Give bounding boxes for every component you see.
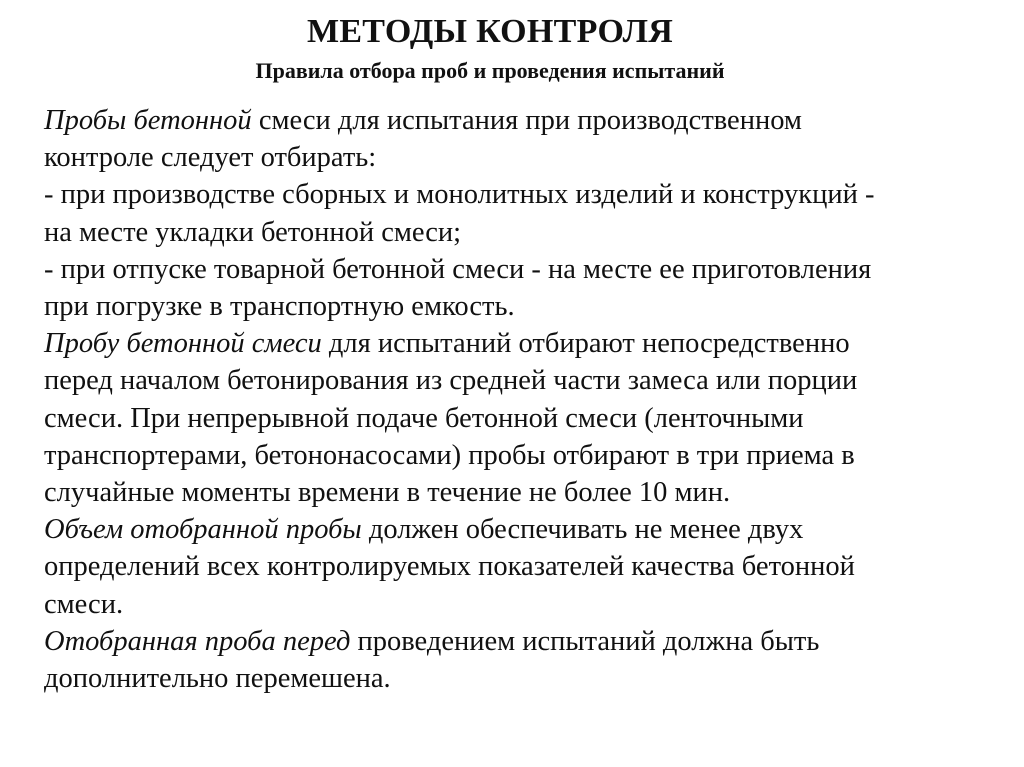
line-text: дополнительно перемешена. <box>44 663 391 695</box>
text-line <box>44 437 994 474</box>
line-text: при погрузке в транспортную емкость. <box>44 291 515 323</box>
line-text: проведением испытаний должна быть <box>350 625 820 657</box>
line-text: на месте укладки бетонной смеси; <box>44 216 462 248</box>
text-line <box>44 548 994 585</box>
italic-phrase: Пробу бетонной смеси <box>44 328 322 360</box>
text-line <box>44 214 994 251</box>
italic-phrase: Пробы бетонной <box>44 105 252 136</box>
italic-phrase: Отобранная проба перед <box>44 625 351 657</box>
line-text: контроле следует отбирать: <box>44 142 377 174</box>
text-line <box>44 102 994 139</box>
text-line <box>44 474 994 511</box>
line-text: для испытаний отбирают непосредственно <box>321 328 850 360</box>
line-text: смеси. <box>44 588 124 620</box>
text-line <box>44 362 994 399</box>
line-text: транспортерами, бетононасосами) пробы отбирают в три приема в <box>44 439 855 471</box>
text-line <box>44 251 994 288</box>
text-line <box>44 176 994 213</box>
line-text: случайные моменты времени в течение не более 10 мин. <box>44 477 731 509</box>
text-line <box>44 511 994 548</box>
line-text: - при отпуске товарной бетонной смеси - на месте ее приготовления <box>44 253 872 285</box>
italic-phrase: Объем отобранной пробы <box>44 514 362 546</box>
line-text: перед началом бетонирования из средней части замеса или порции <box>44 365 858 397</box>
line-text: - при производстве сборных и монолитных изделий и конструкций - <box>44 179 875 211</box>
line-text: должен обеспечивать не менее двух <box>361 514 804 546</box>
line-text: смеси для испытания при производственном <box>251 105 802 136</box>
body-text <box>44 102 994 697</box>
text-line <box>44 400 994 437</box>
line-text: определений всех контролируемых показателей качества бетонной <box>44 551 855 583</box>
text-line <box>44 586 994 623</box>
page-title: МЕТОДЫ КОНТРОЛЯ <box>306 13 674 50</box>
text-line <box>44 288 994 325</box>
text-line <box>44 325 994 362</box>
line-text: смеси. При непрерывной подаче бетонной смеси (ленточными <box>44 402 804 434</box>
text-line <box>44 623 994 660</box>
page-subtitle: Правила отбора проб и проведения испытаний <box>255 58 725 83</box>
text-line <box>44 139 994 176</box>
text-line <box>44 660 994 697</box>
